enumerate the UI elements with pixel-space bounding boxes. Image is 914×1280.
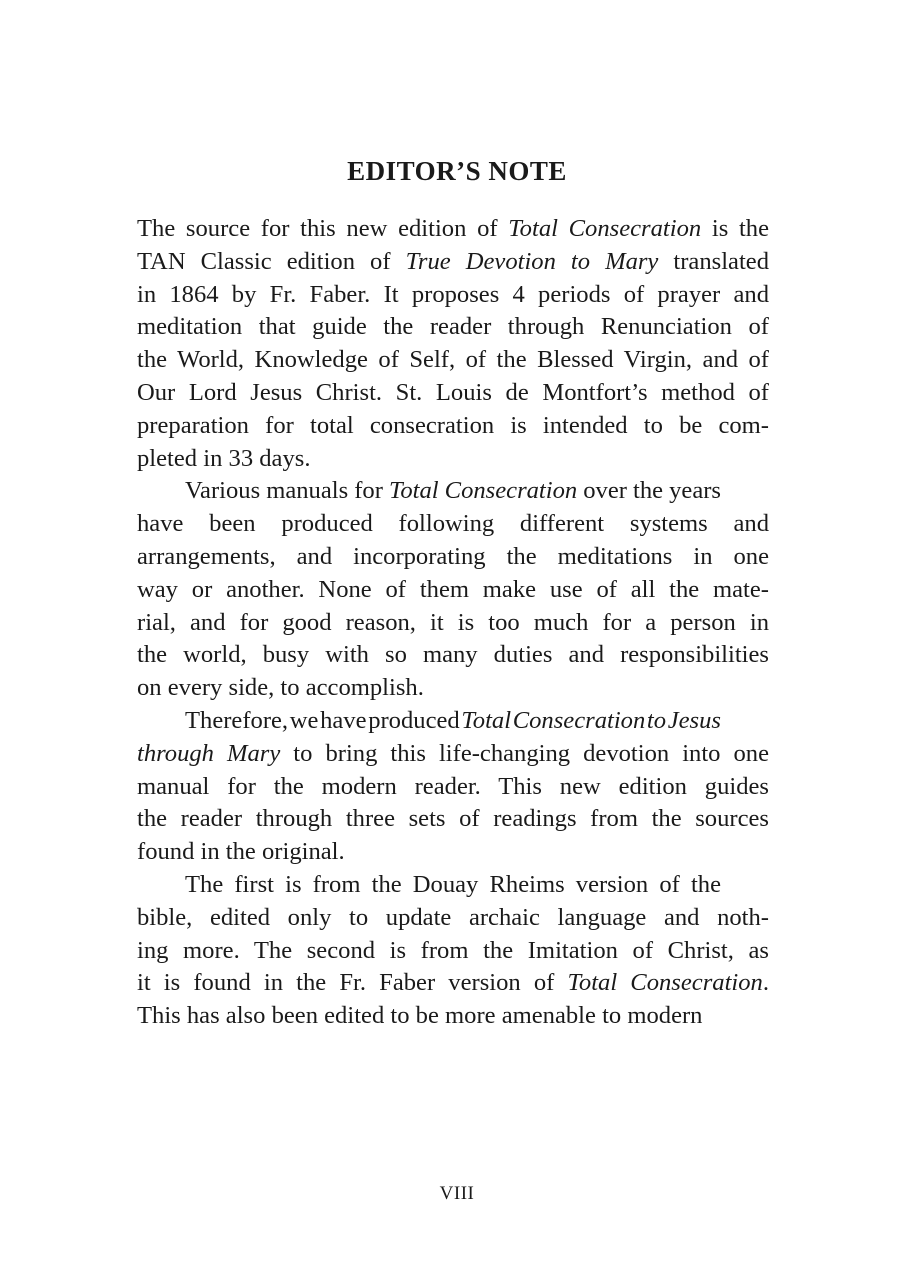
text-line	[137, 377, 769, 410]
text-line	[137, 279, 769, 312]
text-run: rial, and for good reason, it is too much for a person in	[137, 608, 769, 636]
paragraph	[137, 705, 769, 869]
page-number: VIII	[439, 1183, 475, 1204]
text-line	[137, 935, 769, 968]
text-run: over the years	[577, 477, 721, 505]
italic-title: Total Consecration to Jesus	[461, 706, 721, 734]
text-run: preparation for total consecration is intended to be com-	[137, 411, 769, 439]
text-line	[137, 213, 769, 246]
text-line	[137, 475, 769, 508]
text-run: the reader through three sets of readings from the sources	[137, 805, 769, 833]
text-run: This has also been edited to be more amenable to modern	[137, 1002, 703, 1030]
text-run: is the	[701, 215, 770, 242]
text-run: the world, busy with so many duties and responsibilities	[137, 641, 769, 669]
text-run: the World, Knowledge of Self, of the Blessed Virgin, and of	[137, 346, 769, 374]
paragraph	[137, 213, 769, 475]
text-line	[137, 508, 769, 541]
text-run: way or another. None of them make use of all the mate-	[137, 575, 769, 603]
paragraph	[137, 475, 769, 705]
text-run: in 1864 by Fr. Faber. It proposes 4 periods of prayer and	[137, 280, 769, 308]
text-line	[137, 967, 769, 1000]
text-run: to bring this life-changing devotion into one	[280, 739, 769, 767]
text-run: ing more. The second is from the Imitation of Christ, as	[137, 936, 769, 964]
text-line	[137, 869, 769, 902]
body-text	[137, 213, 769, 1033]
text-run: .	[762, 969, 769, 997]
text-run: Therefore, we have produced	[185, 706, 462, 734]
text-run: translated	[658, 247, 769, 275]
text-line	[137, 246, 769, 279]
text-line	[137, 836, 769, 869]
italic-title: Total Consecration	[388, 477, 578, 505]
text-line	[137, 574, 769, 607]
italic-title: through Mary	[137, 739, 281, 767]
text-run: bible, edited only to update archaic language and noth-	[137, 903, 769, 931]
text-line	[137, 902, 769, 935]
italic-title: True Devotion to Mary	[405, 247, 659, 275]
text-run: The source for this new edition of	[137, 215, 509, 242]
text-run: found in the original.	[137, 838, 345, 866]
text-line	[137, 738, 769, 771]
text-line	[137, 541, 769, 574]
text-run: arrangements, and incorporating the meditations in one	[137, 542, 769, 570]
text-line	[137, 311, 769, 344]
text-line	[137, 410, 769, 443]
text-run: manual for the modern reader. This new edition guides	[137, 772, 769, 800]
italic-title: Total Consecration	[508, 215, 702, 242]
paragraph	[137, 869, 769, 1033]
text-run: TAN Classic edition of	[137, 247, 406, 275]
text-line	[137, 1000, 769, 1033]
text-run: Various manuals for	[185, 477, 389, 505]
text-run: The first is from the Douay Rheims version of the	[185, 870, 721, 898]
text-line	[137, 443, 769, 476]
text-line	[137, 771, 769, 804]
text-run: Our Lord Jesus Christ. St. Louis de Montfort’s method of	[137, 378, 769, 406]
text-line	[137, 672, 769, 705]
text-run: on every side, to accomplish.	[137, 674, 424, 702]
page-heading: EDITOR’S NOTE	[347, 156, 567, 186]
text-line	[137, 344, 769, 377]
text-line	[137, 639, 769, 672]
italic-title: Total Consecration	[567, 969, 763, 997]
text-line	[137, 607, 769, 640]
text-run: pleted in 33 days.	[137, 444, 311, 472]
text-run: meditation that guide the reader through Renunciation of	[137, 313, 769, 341]
text-line	[137, 705, 769, 738]
text-run: have been produced following different systems and	[137, 510, 769, 538]
text-line	[137, 803, 769, 836]
text-run: it is found in the Fr. Faber version of	[137, 969, 568, 997]
